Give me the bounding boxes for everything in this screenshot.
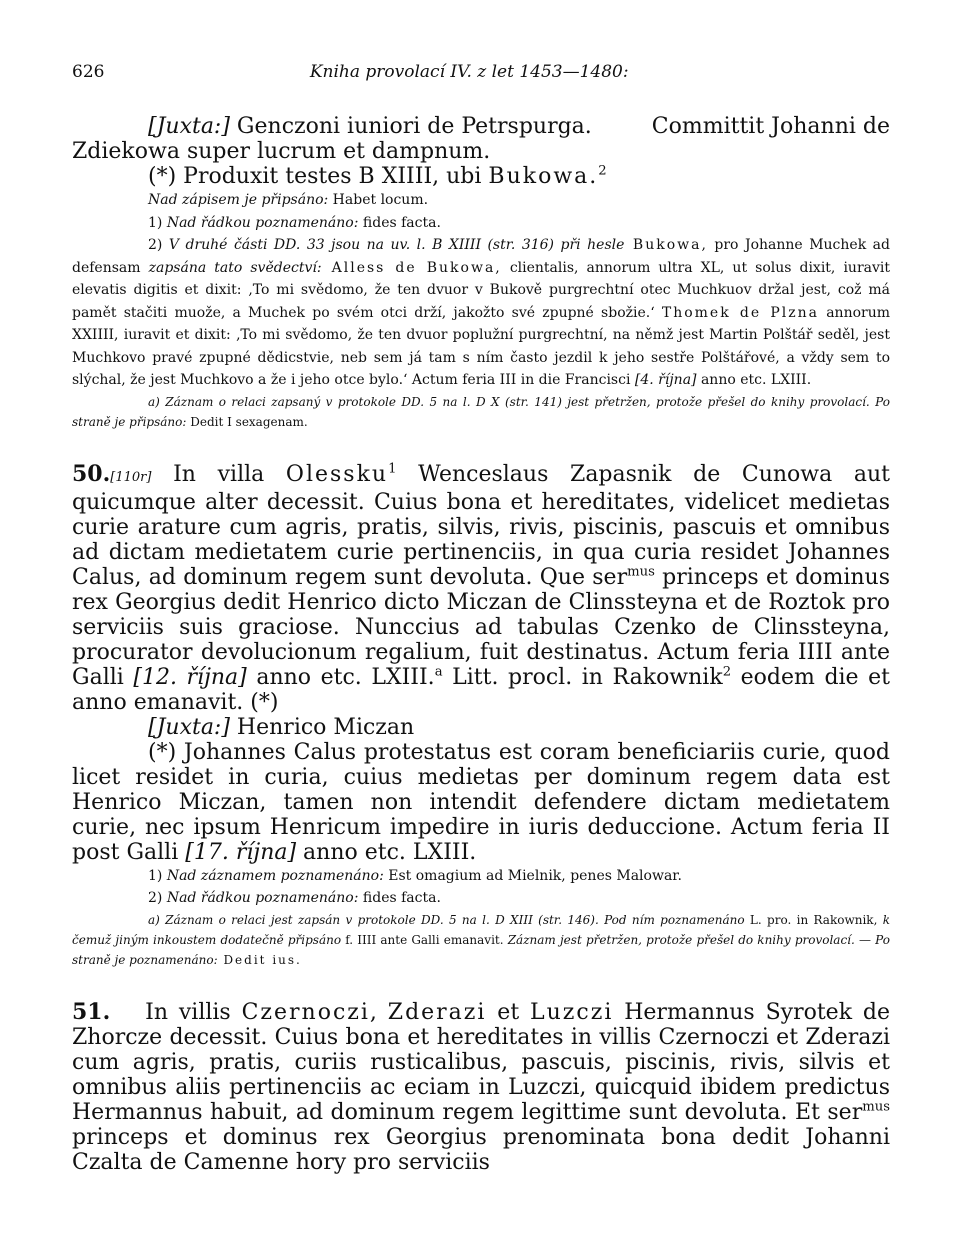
page-header [72, 60, 890, 84]
footnote-italic: k čemuž jiným inkoustem dodatečně připsáno [72, 912, 890, 947]
footnote-ref: 2 [722, 664, 732, 680]
footnote-text: L. pro. in Rakownik, [744, 912, 878, 927]
footnote-2 [72, 887, 890, 910]
footnote-italic: Nad záznamem poznamenáno: [162, 867, 384, 884]
note-text: Habet locum. [328, 192, 429, 208]
footnote-mark: 2) [148, 237, 163, 253]
footnote-2 [72, 234, 890, 392]
footnote-text: f. IIII ante Galli emanavit. [341, 932, 504, 947]
juxta-text: Henrico Miczan [229, 714, 415, 740]
footnote-text: Est omagium ad Mielnik, penes Malowar. [383, 867, 682, 884]
juxta-label: [Juxta:] [148, 714, 230, 740]
entry-number: 50. [72, 460, 111, 487]
entry-50-body [72, 462, 890, 715]
place-name: Luzczi [530, 999, 614, 1025]
footnote-1 [72, 865, 890, 888]
date-gloss: [12. října] [133, 664, 247, 690]
footnote-1 [72, 212, 890, 235]
entry-text: (*) Johannes Calus protestatus est coram beneficiariis curie, quod licet residet in curia, cuius medietas per dominum regem data est Henrico Miczan, tamen non intendit defendere dictam medietatem curie, nec ipsum Henricum impedire in iuris deduccione. Actum feria II post Galli [72, 739, 890, 865]
place-name: Czernoczi [241, 999, 370, 1025]
footnote-mark: a) [148, 912, 160, 927]
abbrev-sup: mus [627, 564, 655, 580]
produxit-place: Bukowa. [488, 164, 599, 189]
footnote-mark: 2) [148, 890, 163, 906]
footnote-italic: Nad řádkou poznamenáno: [162, 890, 359, 906]
footnote-italic: V druhé části DD. 33 jsou na uv. l. B XIIII (str. 316) při hesle [162, 237, 625, 253]
folio-ref: [110r] [110, 469, 152, 485]
produxit-text: (*) Produxit testes B XIIII, ubi [148, 164, 489, 189]
page-number: 626 [72, 62, 105, 82]
entry-text: eodem die et anno emanavit. (*) [72, 664, 891, 715]
entry-text: princeps et dominus rex Georgius prenominata bona dedit Johanni Czalta de Camenne hory pro serviciis [72, 1124, 890, 1175]
date-gloss: [17. října] [185, 839, 297, 865]
footnote-a [72, 910, 890, 970]
entry-49-tail [72, 114, 890, 432]
juxta-label: [Juxta:] [148, 114, 230, 139]
entry-text: princeps et dominus rex Georgius dedit Henrico dicto Miczan de Clinssteyna et de Roztok pro serviciis suis graciose. Nunccius ad tabulas Czenko de Clinssteyna, procurator devolucionum regalium, fuit destinatus. Actum feria IIII ante Galli [72, 564, 890, 690]
footnote-ref: a [434, 664, 443, 680]
footnote-mark: a) [148, 394, 160, 409]
footnote-italic: [4. října] [634, 372, 697, 388]
footnote-mark: 1) [148, 867, 163, 884]
footnote-spaced: Bukowa, [624, 237, 708, 253]
footnote-italic: zapsána tato svědectví: [148, 259, 322, 276]
footnote-text: pro Johanne Muchek ad defensam [72, 237, 890, 276]
entry-text: Litt. procl. in Rakownik [442, 664, 723, 690]
juxta-line [72, 715, 890, 740]
entry-50 [72, 462, 890, 970]
entry-51 [72, 1000, 890, 1175]
footnote-spaced: Alless de Bukowa, [321, 259, 502, 276]
juxta-text: Genczoni iuniori de Petrspurga. [229, 114, 592, 139]
footnote-text: anno etc. LXIII. [696, 372, 812, 388]
footnote-text: clientalis, annorum ultra XL, ut solus dixit, iuravit elevatis digitis et dixit: ‚To mi svědomo, že ten dvuor v Bukově purgrechtní otec Muchkuov držal jest, což má pamět stačiti muože, a Muchek po svém otci drží, jakožto své zpupné sbožie.‘ [72, 259, 891, 321]
entry-text: anno etc. LXIII. [296, 839, 477, 865]
protest-paragraph [72, 740, 890, 865]
footnote-spaced: Thomek de Plzna [661, 304, 819, 321]
committit-continuation: Zdiekowa super lucrum et dampnum. [72, 139, 491, 164]
entry-text: et [486, 999, 531, 1025]
juxta-line [72, 114, 890, 139]
place-name: Olessku [285, 461, 389, 487]
footnote-text: Dedit ius. [217, 952, 302, 967]
entry-text: In villa [151, 461, 286, 487]
footnote-italic: Záznam o relaci jest zapsán v protokole DD. 5 na l. D XIII (str. 146). Pod ním poznamenáno [159, 912, 745, 927]
footnote-mark: 1) [148, 214, 163, 231]
footnote-text: annorum XXIIII, iuravit et dixit: ‚To mi svědomo, že ten dvuor poplužní purgrechtní, na němž jest Martin Polštář seděl, jest Muchkovo pravé zpupné dědicstvie, neb sem já tam s ním často jezdil k jeho sestře Polštářové, a vždy sem to slýchal, že jest Muchkovo a že i jeho otce bylo.‘ Actum feria III in die Francisci [72, 304, 890, 388]
footnote-italic: Záznam o relaci zapsaný v protokole DD. 5 na l. D X (str. 141) jest přetržen, protože přešel do knihy provolací. Po straně je připsáno: [72, 394, 890, 429]
footnote-a [72, 392, 890, 432]
abbrev-sup: mus [862, 1099, 890, 1115]
footnote-ref: 2 [598, 163, 607, 179]
note-italic: Nad zápisem je připsáno: [148, 192, 329, 208]
entry-text: , [369, 999, 388, 1025]
running-title: Kniha provolací IV. z let 1453—1480: [309, 62, 629, 82]
entry-text: Hermannus Syrotek de Zhorcze decessit. Cuius bona et hereditates in villis Czernoczi et Zderazi cum agris, pratis, curiis rusticalibus, pascuis, piscinis, rivis, silvis et omnibus aliis pertinenciis ac eciam in Luzczi, quicquid ibidem predictus Hermannus habuit, ad dominum regem legittime sunt devoluta. Et ser [72, 999, 890, 1125]
book-page [72, 60, 890, 1175]
entry-text: Wenceslaus Zapasnik de Cunowa aut quicumque alter decessit. Cuius bona et hereditates, videlicet medietas curie arature cum agris, pratis, silvis, rivis, piscinis, pascuis et omnibus ad dictam medietatem curie pertinenciis, in qua curia residet Johannes Calus, ad dominum regem sunt devoluta. Que ser [72, 461, 890, 590]
footnote-text: fides facta. [358, 890, 441, 906]
footnote-text: Dedit I sexagenam. [186, 414, 308, 429]
footnote-ref: 1 [388, 461, 397, 477]
committit-text: Committit Johanni de [651, 114, 890, 139]
footnote-italic: Záznam jest přetržen, protože přešel do knihy provolací. — Po straně je poznamenáno: [72, 932, 890, 967]
footnote-text: fides facta. [358, 214, 441, 231]
entry-number: 51. [72, 998, 111, 1025]
note-above [72, 189, 890, 212]
entry-text: anno etc. LXIII. [246, 664, 435, 690]
entry-51-body [72, 1000, 890, 1175]
footnote-italic: Nad řádkou poznamenáno: [162, 214, 359, 231]
entry-text: In villis [134, 999, 242, 1025]
place-name: Zderazi [387, 999, 487, 1025]
produxit-line [72, 164, 890, 189]
